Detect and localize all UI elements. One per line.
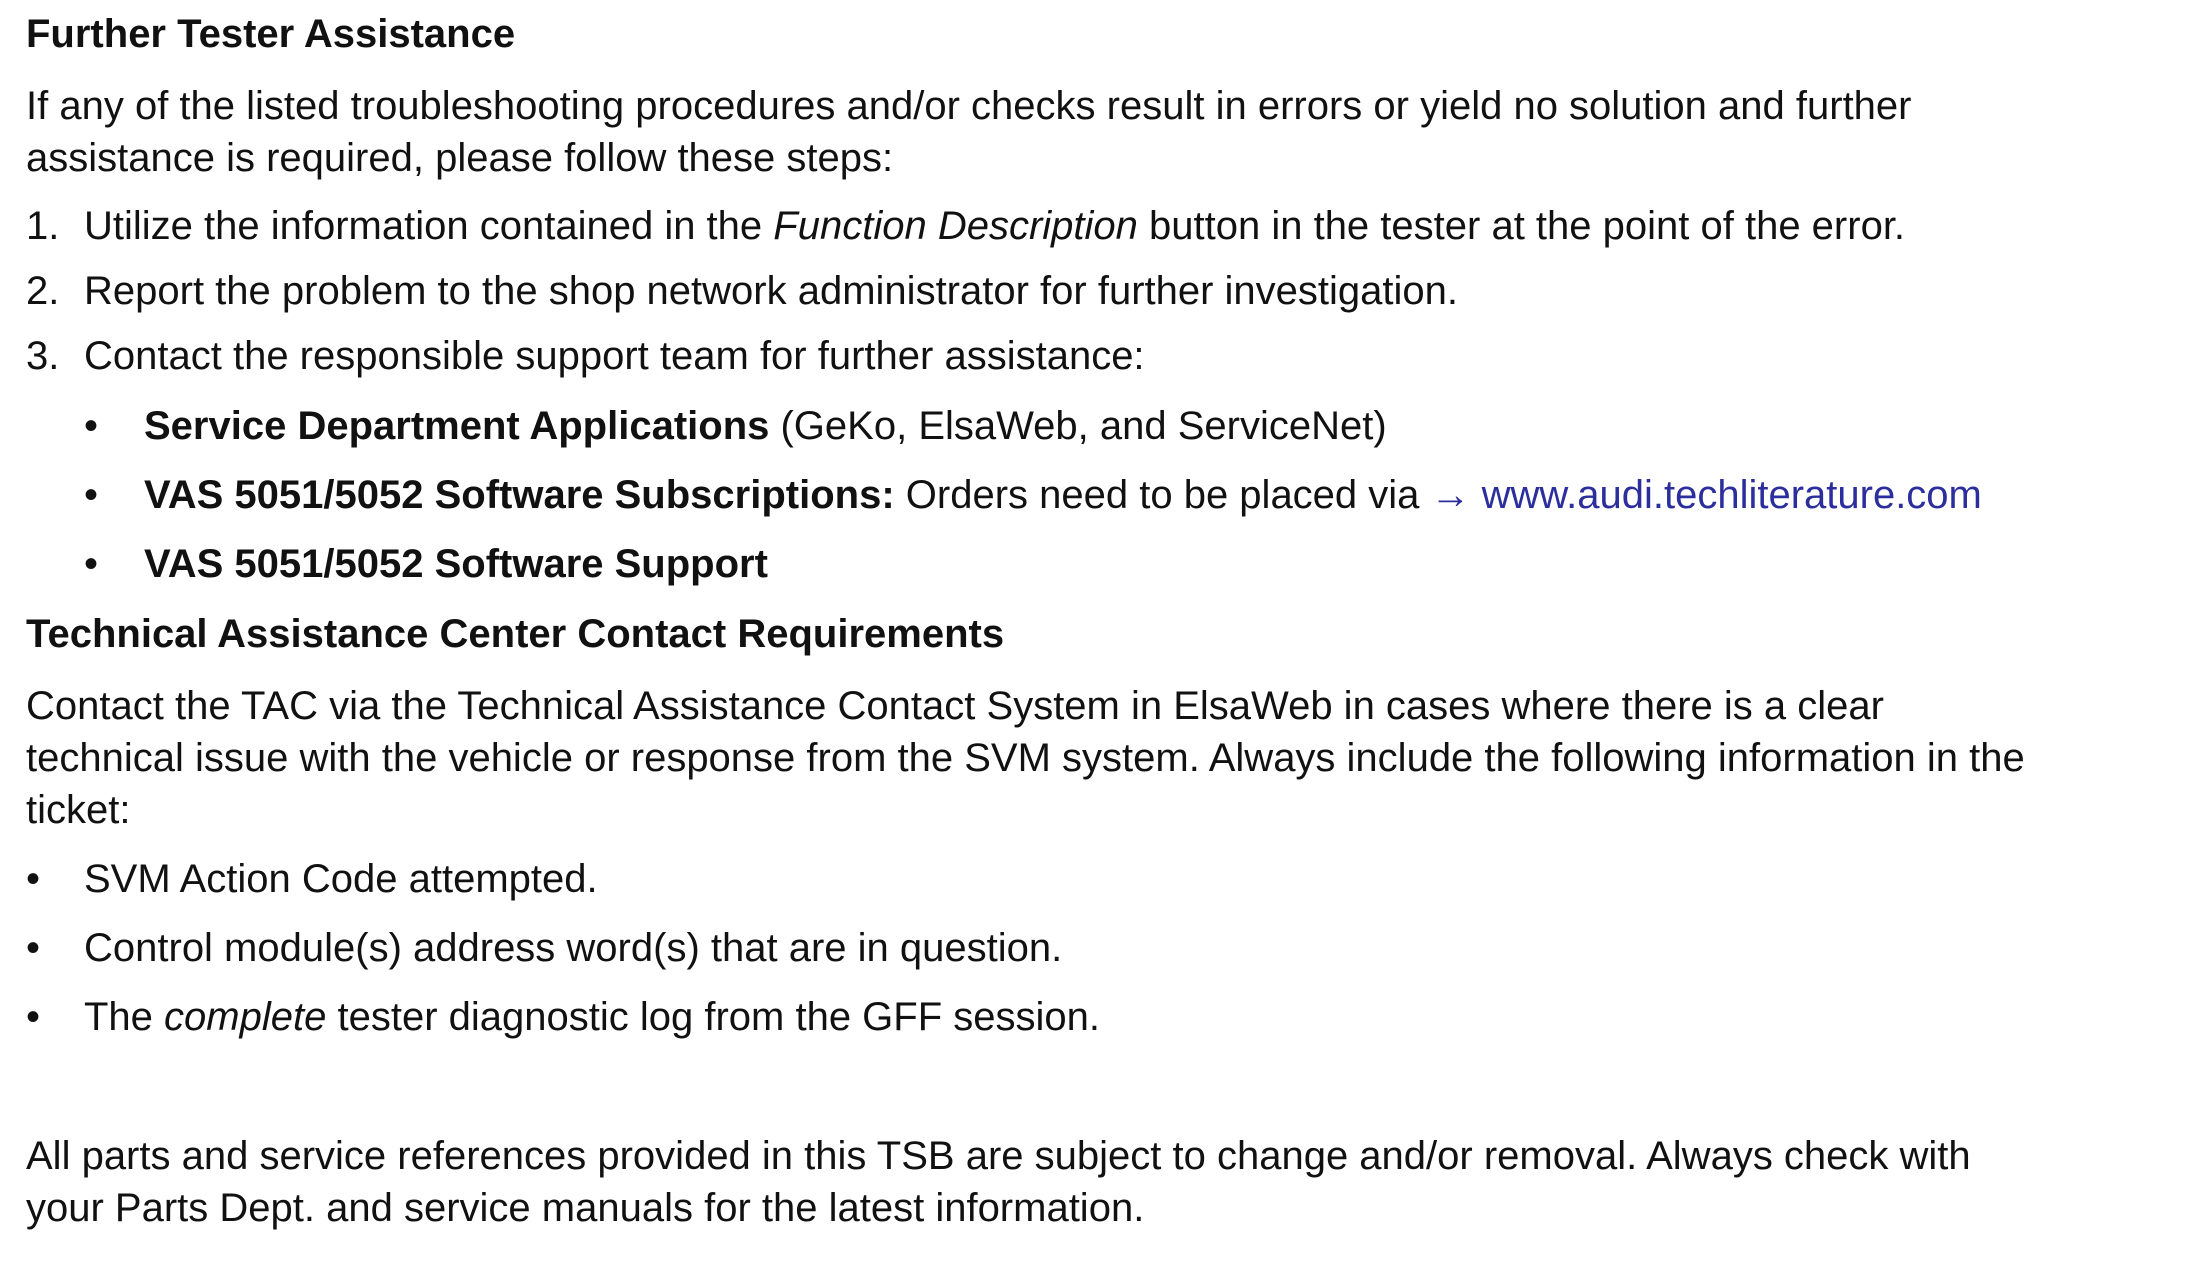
bullet-icon: •	[26, 926, 41, 970]
support-team-text	[144, 400, 1387, 452]
bullet-icon: •	[84, 404, 99, 448]
support-team-detail: Orders need to be placed via	[894, 473, 1431, 517]
arrow-right-icon: →	[1430, 473, 1471, 517]
step-number: 3.	[26, 334, 60, 378]
tac-line-3: ticket:	[26, 788, 131, 832]
bullet-icon: •	[26, 857, 41, 901]
techliterature-link[interactable]	[1431, 473, 1982, 517]
footer-line-2: your Parts Dept. and service manuals for the latest information.	[26, 1186, 1145, 1230]
footer-line-1: All parts and service references provided in this TSB are subject to change and/or removal. Always check with	[26, 1134, 1971, 1178]
section-heading-further-tester-assistance: Further Tester Assistance	[26, 12, 516, 56]
support-team-detail: (GeKo, ElsaWeb, and ServiceNet)	[769, 404, 1387, 448]
footer-disclaimer	[26, 1130, 2176, 1234]
intro-line-1: If any of the listed troubleshooting procedures and/or checks result in errors or yield no solution and further	[26, 84, 1912, 128]
support-team-name: Service Department Applications	[144, 404, 770, 448]
ticket-requirement-part: tester diagnostic log from the GFF session.	[326, 995, 1101, 1039]
support-team-name: VAS 5051/5052 Software Support	[144, 542, 768, 586]
step-number: 1.	[26, 204, 60, 248]
ticket-requirement-text	[84, 991, 1100, 1043]
ticket-requirement-text: SVM Action Code attempted.	[84, 857, 598, 901]
complete-emphasis: complete	[164, 995, 327, 1039]
tac-line-1: Contact the TAC via the Technical Assistance Contact System in ElsaWeb in cases where there is a clear	[26, 684, 1884, 728]
bullet-icon: •	[26, 995, 41, 1039]
step-text: Report the problem to the shop network administrator for further investigation.	[84, 269, 1459, 313]
bullet-icon: •	[84, 542, 99, 586]
intro-paragraph	[26, 80, 1912, 184]
section-heading-tac-contact-requirements: Technical Assistance Center Contact Requirements	[26, 612, 1005, 656]
techliterature-link-text: www.audi.techliterature.com	[1470, 473, 1982, 517]
step-number: 2.	[26, 269, 60, 313]
intro-line-2: assistance is required, please follow these steps:	[26, 136, 894, 180]
support-team-name: VAS 5051/5052 Software Subscriptions:	[144, 473, 895, 517]
tac-line-2: technical issue with the vehicle or response from the SVM system. Always include the following information in the	[26, 736, 2025, 780]
step-text-part: button in the tester at the point of the error.	[1137, 204, 1906, 248]
tac-paragraph	[26, 680, 2176, 836]
step-text: Contact the responsible support team for further assistance:	[84, 334, 1145, 378]
bullet-icon: •	[84, 473, 99, 517]
function-description-emphasis: Function Description	[773, 204, 1138, 248]
step-text-part: Utilize the information contained in the	[84, 204, 774, 248]
ticket-requirement-part: The	[84, 995, 165, 1039]
step-text	[84, 200, 1905, 252]
support-team-text	[144, 469, 1982, 521]
ticket-requirement-text: Control module(s) address word(s) that are in question.	[84, 926, 1063, 970]
